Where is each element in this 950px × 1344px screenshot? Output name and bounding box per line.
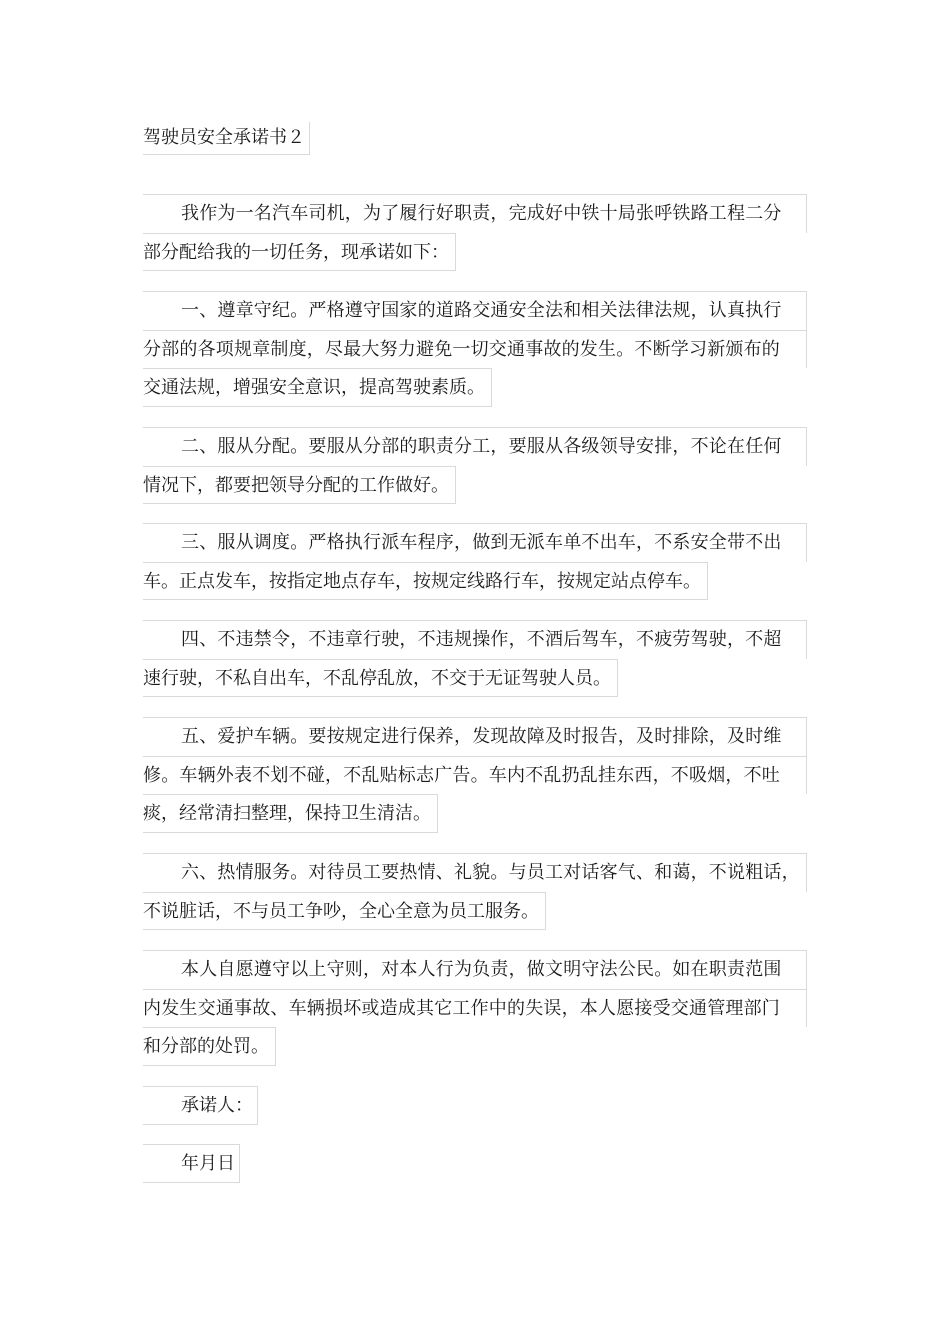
paragraph-line: 和分部的处罚。	[143, 1027, 276, 1066]
paragraph-line: 不说脏话，不与员工争吵，全心全意为员工服务。	[143, 892, 546, 931]
paragraph-line: 内发生交通事故、车辆损坏或造成其它工作中的失误，本人愿接受交通管理部门	[143, 989, 807, 1028]
paragraph-line: 情况下，都要把领导分配的工作做好。	[143, 466, 456, 505]
paragraph-line: 速行驶，不私自出车，不乱停乱放，不交于无证驾驶人员。	[143, 659, 618, 698]
paragraph-line: 交通法规，增强安全意识，提高驾驶素质。	[143, 368, 492, 407]
signature-date	[143, 1144, 807, 1183]
paragraph-line: 四、不违禁令，不违章行驶，不违规操作，不酒后驾车，不疲劳驾驶，不超	[143, 620, 807, 659]
paragraph-line: 六、热情服务。对待员工要热情、礼貌。与员工对话客气、和蔼，不说粗话，	[143, 853, 807, 892]
paragraph-rule-5	[143, 717, 807, 833]
paragraph-rule-2	[143, 427, 807, 504]
paragraph-line: 分部的各项规章制度，尽最大努力避免一切交通事故的发生。不断学习新颁布的	[143, 330, 807, 369]
paragraph-line: 痰，经常清扫整理，保持卫生清洁。	[143, 794, 438, 833]
paragraph-rule-4	[143, 620, 807, 697]
paragraph-line: 我作为一名汽车司机，为了履行好职责，完成好中铁十局张呼铁路工程二分	[143, 194, 807, 233]
promisor-label: 承诺人：	[143, 1086, 258, 1125]
document-title: 驾驶员安全承诺书２	[143, 122, 310, 155]
paragraph-rule-3	[143, 523, 807, 600]
paragraph-line: 本人自愿遵守以上守则，对本人行为负责，做文明守法公民。如在职责范围	[143, 950, 807, 989]
paragraph-line: 修。车辆外表不划不碰，不乱贴标志广告。车内不乱扔乱挂东西，不吸烟，不吐	[143, 756, 807, 795]
signature-promisor	[143, 1086, 807, 1125]
paragraph-line: 一、遵章守纪。严格遵守国家的道路交通安全法和相关法律法规，认真执行	[143, 291, 807, 330]
paragraph-line: 三、服从调度。严格执行派车程序，做到无派车单不出车，不系安全带不出	[143, 523, 807, 562]
paragraph-line: 部分配给我的一切任务，现承诺如下：	[143, 233, 456, 272]
paragraph-declaration	[143, 950, 807, 1066]
paragraph-intro	[143, 194, 807, 271]
paragraph-rule-1	[143, 291, 807, 407]
paragraph-line: 车。正点发车，按指定地点存车，按规定线路行车，按规定站点停车。	[143, 562, 708, 601]
paragraph-rule-6	[143, 853, 807, 930]
paragraph-line: 二、服从分配。要服从分部的职责分工，要服从各级领导安排，不论在任何	[143, 427, 807, 466]
paragraph-line: 五、爱护车辆。要按规定进行保养，发现故障及时报告，及时排除，及时维	[143, 717, 807, 756]
date-label: 年月日	[143, 1144, 240, 1183]
